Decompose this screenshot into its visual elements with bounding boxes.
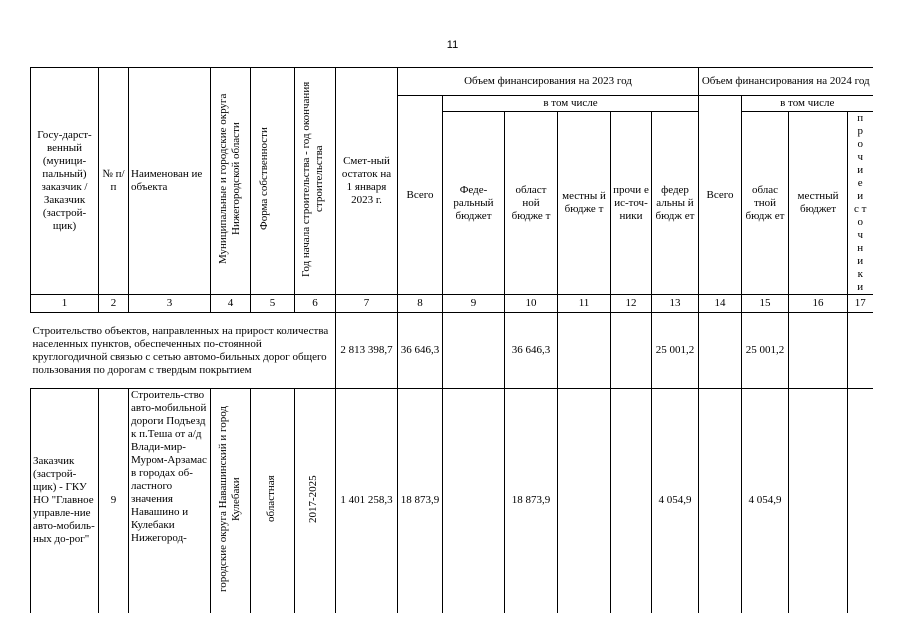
header-object-name: Наименован ие объекта xyxy=(129,68,211,295)
row-ownership: областная xyxy=(251,389,295,613)
header-2024-regional: облас тной бюдж ет xyxy=(742,112,789,295)
row-municipality: городские округа Навашинский и город Кулебаки xyxy=(211,389,251,613)
section-2023-federal xyxy=(443,313,505,389)
row-years: 2017-2025 xyxy=(295,389,336,613)
header-2023-including: в том числе xyxy=(443,96,699,112)
header-years: Год начала строительства - год окончания строительства xyxy=(295,68,336,295)
row-2024-total: 4 054,9 xyxy=(652,389,699,613)
column-number: 13 xyxy=(652,295,699,313)
column-number: 17 xyxy=(848,295,873,313)
header-estimate-balance: Смет-ный остаток на 1 января 2023 г. xyxy=(336,68,398,295)
column-number: 5 xyxy=(251,295,295,313)
row-2023-federal xyxy=(443,389,505,613)
row-2023-local xyxy=(558,389,611,613)
section-2024-local xyxy=(789,313,848,389)
header-2024-including: в том числе xyxy=(742,96,873,112)
section-row xyxy=(31,313,873,389)
column-number: 15 xyxy=(742,295,789,313)
header-2023-federal: Феде-ральный бюджет xyxy=(443,112,505,295)
section-2024-federal xyxy=(699,313,742,389)
section-2023-total: 36 646,3 xyxy=(398,313,443,389)
column-number: 4 xyxy=(211,295,251,313)
header-2024-federal: федер альны й бюдж ет xyxy=(652,112,699,295)
row-2024-regional: 4 054,9 xyxy=(742,389,789,613)
row-2023-regional: 18 873,9 xyxy=(505,389,558,613)
column-number: 10 xyxy=(505,295,558,313)
row-2023-total: 18 873,9 xyxy=(398,389,443,613)
header-2023-local: местны й бюдже т xyxy=(558,112,611,295)
column-number: 8 xyxy=(398,295,443,313)
header-2024-local: местный бюджет xyxy=(789,112,848,295)
row-2024-other xyxy=(848,389,873,613)
column-number: 2 xyxy=(99,295,129,313)
section-2024-other xyxy=(848,313,873,389)
row-number: 9 xyxy=(99,389,129,613)
section-title: Строительство объектов, направленных на прирост количества населенных пунктов, обеспеченных по-стоянной круглогодичной связью с сетью автомо-бильных дорог общего пользования по дорогам с твердым покрытием xyxy=(31,313,336,389)
section-2024-total: 25 001,2 xyxy=(652,313,699,389)
page-number: 11 xyxy=(446,39,459,51)
row-2023-other xyxy=(611,389,652,613)
row-customer: Заказчик (застрой-щик) - ГКУ НО "Главное управле-ние авто-мобиль-ных до-рог" xyxy=(31,389,99,613)
header-2023-total: Всего xyxy=(398,96,443,295)
row-estimate: 1 401 258,3 xyxy=(336,389,398,613)
section-estimate: 2 813 398,7 xyxy=(336,313,398,389)
row-object-name: Строитель-ство авто-мобильной дороги Подъезд к п.Теша от а/д Влади-мир-Муром-Арзамас в городах об-ластного значения Навашино и Кулебаки Нижегород- xyxy=(129,389,211,613)
section-2024-regional: 25 001,2 xyxy=(742,313,789,389)
column-numbers-row xyxy=(31,295,873,313)
header-2023-other: прочи е ис-точ-ники xyxy=(611,112,652,295)
header-number: № п/п xyxy=(99,68,129,295)
header-customer: Госу-дарст-венный (муници-пальный) заказчик / Заказчик (застрой-щик) xyxy=(31,68,99,295)
section-2023-local xyxy=(558,313,611,389)
column-number: 12 xyxy=(611,295,652,313)
financing-table xyxy=(30,67,873,613)
header-2024-other: п р о ч и е и с т о ч н и к и xyxy=(848,112,873,295)
header-2024-total: Всего xyxy=(699,96,742,295)
header-financing-2024: Объем финансирования на 2024 год xyxy=(699,68,873,96)
column-number: 11 xyxy=(558,295,611,313)
row-2024-federal xyxy=(699,389,742,613)
row-2024-local xyxy=(789,389,848,613)
header-municipality: Муниципальные и городские округа Нижегородской области xyxy=(211,68,251,295)
column-number: 1 xyxy=(31,295,99,313)
section-2023-regional: 36 646,3 xyxy=(505,313,558,389)
header-ownership: Форма собственности xyxy=(251,68,295,295)
column-number: 16 xyxy=(789,295,848,313)
column-number: 3 xyxy=(129,295,211,313)
object-row xyxy=(31,389,873,613)
column-number: 6 xyxy=(295,295,336,313)
section-2023-other xyxy=(611,313,652,389)
header-financing-2023: Объем финансирования на 2023 год xyxy=(398,68,699,96)
column-number: 7 xyxy=(336,295,398,313)
header-2023-regional: област ной бюдже т xyxy=(505,112,558,295)
column-number: 9 xyxy=(443,295,505,313)
column-number: 14 xyxy=(699,295,742,313)
